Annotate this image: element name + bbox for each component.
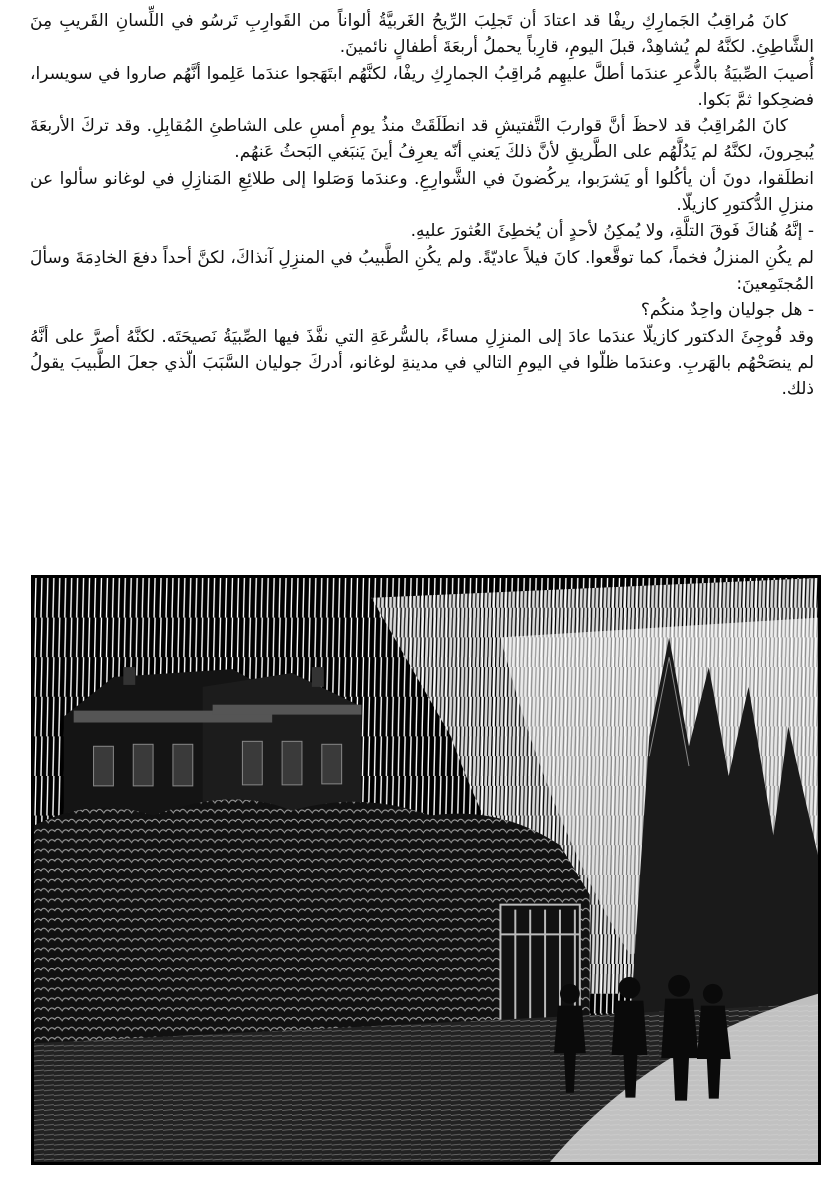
dialogue-line-1: - إنَّهُ هُناكَ فَوقَ التلَّةِ، ولا يُمكِنُ لأحدٍ أن يُخطِئَ العُثورَ عليهِ.: [410, 221, 814, 242]
paragraph-6: وقد فُوجِئَ الدكتور كازيلّا عندَما عادَ إلى المنزِلِ مساءً، بالسُّرعَةِ التي نفَّذَ فيها الصِّبيَةُ نَصيحَتَه. لكنَّهُ أصرَّ على أنَّهُ لم ينصَحْهُم بالهَربِ. وعندَما ظلّوا في اليومِ التالي في مدينةِ لوغانو، أدركَ جوليان السَّبَبَ الّذي جعلَ الطَّبيبَ يقولُ ذلك.: [30, 326, 814, 400]
paragraph-3: كانَ المُراقِبُ قد لاحظَ أنَّ قواربَ التَّفتيشِ قد انطَلَقَتْ منذُ يومِ أمسِ على الشاطئِ المُقابِلِ. وقد تركَ الأربعَةَ يُبحِرونَ، لكنَّهُ لم يَدُلَّهُم على الطَّريقِ لأنَّ ذلكَ يَعني أنّه يعرِفُ أينَ يَنبَغي البَحثُ عَنهُم.: [30, 116, 814, 163]
paragraph-1: كانَ مُراقِبُ الجَمارِكِ ريفْا قد اعتادَ أن تَجلِبَ الرِّيحُ الغَربيَّةُ ألواناً من القَوارِبِ تَرسُو في اللِّسانِ القَريبِ مِنَ الشَّاطِئِ. لكنَّهُ لم يُشاهِدْ، قبلَ اليومِ، قارِباً يحملُ أربعَةَ أطفالٍ نائمينَ.: [30, 11, 814, 58]
paragraph-4: انطلَقوا، دونَ أن يأكُلوا أو يَشرَبوا، يركُضونَ في الشَّوارِعِ. وعندَما وَصَلوا إلى طلائِعِ المَنازِلِ في لوغانو سألوا عن منزلِ الدُّكتورِ كازيلّا.: [30, 168, 814, 216]
paragraph-2: أُصيبَ الصِّبيَةُ بالذُّعرِ عندَما أطلَّ عليهِم مُراقِبُ الجمارِكِ ريفْا، لكنَّهُم ابتَهَجوا عندَما عَلِموا أنَّهُم صاروا في سويسرا، فضحِكوا ثمَّ بَكوا.: [30, 63, 814, 110]
woodcut-illustration: [31, 575, 821, 1165]
dialogue-line-2: - هل جوليان واحِدٌ منكُم؟: [640, 300, 814, 321]
paragraph-5: لم يكُنِ المنزلُ فخماً، كما توقَّعوا. كانَ فيلاً عاديّةً. ولم يكُنِ الطَّبيبُ في المنزِلِ آنذاكَ، لكنَّ أحداً دفعَ الخادِمَةَ وسألَ المُجتَمِعينَ:: [30, 247, 814, 294]
story-text: [30, 8, 814, 402]
villa-night-scene: [34, 578, 818, 1162]
